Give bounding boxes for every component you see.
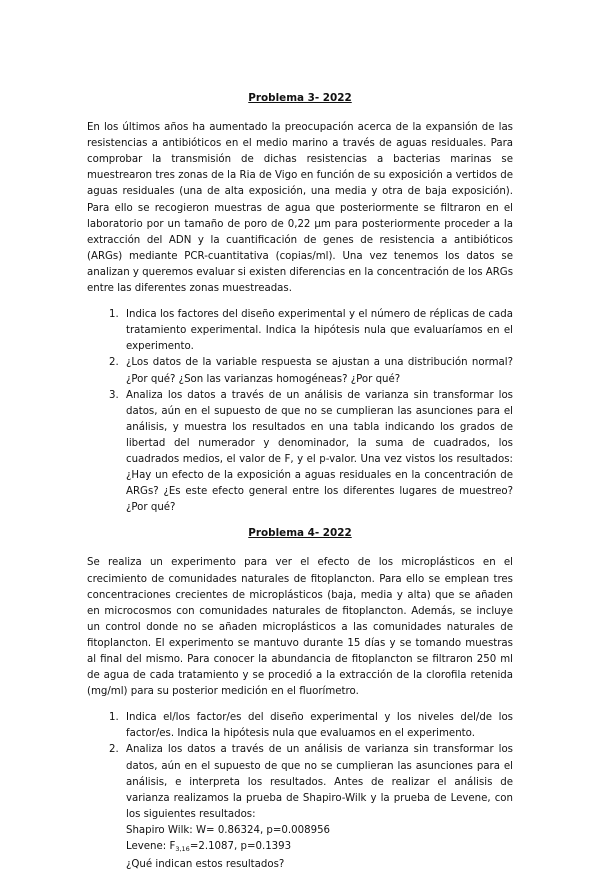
problem-3-question-1: 1. Indica los factores del diseño experimental y el número de réplicas de cada tratamiento experimental. Indica la hipótesis nula que evaluaríamos en el experimento. — [122, 307, 513, 355]
document-content — [87, 90, 513, 882]
problem-3-question-list — [87, 307, 513, 516]
problem-3-title: Problema 3- 2022 — [248, 92, 352, 104]
results-question: ¿Qué indican estos resultados? — [126, 859, 285, 871]
levene-result — [126, 839, 513, 857]
problem-3-question-2: 2. ¿Los datos de la variable respuesta se ajustan a una distribución normal? ¿Por qué? ¿Son las varianzas homogéneas? ¿Por qué? — [122, 355, 513, 387]
problem-4-question-list — [87, 710, 513, 873]
problem-4-question-1: 1. Indica el/los factor/es del diseño experimental y los niveles del/de los factor/es. Indica la hipótesis nula que evaluamos en el experimento. — [122, 710, 513, 742]
problem-4-question-2 — [122, 742, 513, 873]
problem-4-question-2-text: Analiza los datos a través de un análisis de varianza sin transformar los datos, aún en el supuesto de que no se cumplieran las asunciones para el análisis, e interpreta los resultados. Antes de realizar el análisis de varianza realizamos la prueba de Shapiro-Wilk y la prueba de Levene, con los siguientes resultados: — [126, 744, 513, 820]
problem-3-question-3: 3. Analiza los datos a través de un análisis de varianza sin transformar los datos, aún en el supuesto de que no se cumplieran las asunciones para el análisis, y muestra los resultados en una tabla indicando los grados de libertad del numerador y denominador, la suma de cuadrados, los cuadrados medios, el valor de F, y el p-valor. Una vez vistos los resultados: ¿Hay un efecto de la exposición a aguas residuales en la concentración de ARGs? ¿Es este efecto general entre los diferentes lugares de muestreo? ¿Por qué? — [122, 388, 513, 517]
problem-3-introduction: En los últimos años ha aumentado la preocupación acerca de la expansión de las resistencias a antibióticos en el medio marino a través de aguas residuales. Para comprobar la transmisión de dichas resistencias a bacterias marinas se muestrearon tres zonas de la Ria de Vigo en función de su exposición a vertidos de aguas residuales (una de alta exposición, una media y otra de baja exposición). Para ello se recogieron muestras de agua que posteriormente se filtraron en el laboratorio por un tamaño de poro de 0,22 µm para posteriormente proceder a la extracción del ADN y la cuantificación de genes de resistencia a antibióticos (ARGs) mediante PCR-cuantitativa (copias/ml). Una vez tenemos los datos se analizan y queremos evaluar si existen diferencias en la concentración de los ARGs entre las diferentes zonas muestreadas. — [87, 122, 513, 295]
problem-4-title: Problema 4- 2022 — [248, 527, 352, 540]
levene-degrees-of-freedom: 3,16 — [175, 845, 190, 854]
shapiro-wilk-result: Shapiro Wilk: W= 0.86324, p=0.008956 — [126, 824, 331, 836]
problem-4-introduction: Se realiza un experimento para ver el efecto de los microplásticos en el crecimiento de comunidades naturales de fitoplancton. Para ello se emplean tres concentraciones crecientes de microplásticos (baja, media y alta) que se añaden en microcosmos con comunidades naturales de fitoplancton. Además, se incluye un control donde no se añaden microplásticos a las comunidades naturales de fitoplancton. El experimento se mantuvo durante 15 días y se tomando muestras al final del mismo. Para conocer la abundancia de fitoplancton se filtraron 250 ml de agua de cada tratamiento y se procedió a la extracción de la clorofila retenida (mg/ml) para su posterior medición en el fluorímetro. — [87, 557, 513, 698]
levene-values: =2.1087, p=0.1393 — [189, 841, 292, 853]
levene-prefix: Levene: F — [126, 841, 176, 853]
